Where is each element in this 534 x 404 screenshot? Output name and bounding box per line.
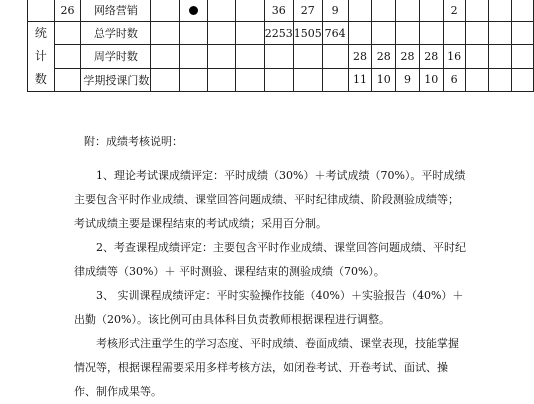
empty-cell	[396, 0, 420, 22]
notes-header: 附：成绩考核说明：	[84, 135, 183, 148]
course-count-label: 学期授课门数	[81, 68, 151, 91]
weekly-sem5: 16	[443, 45, 465, 68]
filled-circle-icon	[189, 6, 198, 15]
empty-cell	[208, 22, 236, 45]
notes-item-1: 1、理论考试课成绩评定：平时成绩（30%）＋考试成绩（70%）。平时成绩主要包含平时作业成绩、课堂回答问题成绩、平时纪律成绩、阶段测验成绩等；考试成绩主要是课程结束的考试成绩；采用百分制。	[74, 169, 466, 230]
table-row-course-26	[28, 0, 534, 22]
total-theory-hours: 1505	[293, 22, 322, 45]
empty-cell	[54, 68, 81, 91]
grading-notes	[74, 130, 466, 404]
empty-cell	[208, 0, 236, 22]
empty-cell	[236, 0, 264, 22]
weekly-sem4: 28	[419, 45, 443, 68]
empty-cell	[264, 68, 293, 91]
empty-cell	[443, 22, 465, 45]
course-total-hours: 36	[264, 0, 293, 22]
courses-sem3: 9	[396, 68, 420, 91]
courses-sem1: 11	[348, 68, 372, 91]
empty-cell	[488, 22, 511, 45]
empty-cell	[419, 22, 443, 45]
course-name: 网络营销	[81, 0, 151, 22]
empty-cell	[512, 0, 534, 22]
notes-item-3: 3、 实训课程成绩评定：平时实验操作技能（40%）＋实验报告（40%）＋出勤（20%）。该比例可由具体科目负责教师根据课程进行调整。	[74, 289, 464, 326]
course-index: 26	[54, 0, 81, 22]
courses-sem2: 10	[372, 68, 396, 91]
empty-cell	[512, 45, 534, 68]
courses-sem4: 10	[419, 68, 443, 91]
course-type-mark	[179, 0, 208, 22]
weekly-sem1: 28	[348, 45, 372, 68]
empty-cell	[396, 22, 420, 45]
empty-cell	[465, 45, 488, 68]
empty-cell	[465, 0, 488, 22]
empty-cell	[151, 22, 179, 45]
empty-cell	[179, 22, 208, 45]
course-theory-hours: 27	[293, 0, 322, 22]
total-hours: 2253	[264, 22, 293, 45]
empty-cell	[208, 68, 236, 91]
empty-cell	[322, 45, 348, 68]
empty-cell	[419, 0, 443, 22]
empty-cell	[322, 68, 348, 91]
table-row-weekly	[28, 45, 534, 68]
empty-cell	[488, 0, 511, 22]
empty-cell	[236, 22, 264, 45]
empty-cell	[465, 68, 488, 91]
notes-item-2: 2、考查课程成绩评定：主要包含平时作业成绩、课堂回答问题成绩、平时纪律成绩等（30%）＋ 平时测验、课程结束的测验成绩（70%）。	[74, 241, 466, 278]
empty-cell	[54, 45, 81, 68]
empty-cell	[151, 0, 179, 22]
empty-cell	[28, 0, 55, 22]
empty-cell	[236, 68, 264, 91]
empty-cell	[465, 22, 488, 45]
statistics-label: 统 计 数	[28, 22, 55, 92]
table-row-course-count	[28, 68, 534, 91]
notes-item-4: 考核形式注重学生的学习态度、平时成绩、卷面成绩、课堂表现，技能掌握情况等，根据课程需要采用多样考核方法，如闭卷考试、开卷考试、面试、操作、制作成果等。	[74, 337, 459, 398]
empty-cell	[512, 68, 534, 91]
empty-cell	[293, 68, 322, 91]
weekly-sem2: 28	[372, 45, 396, 68]
course-practice-hours: 9	[322, 0, 348, 22]
empty-cell	[348, 0, 372, 22]
empty-cell	[372, 22, 396, 45]
empty-cell	[488, 45, 511, 68]
empty-cell	[208, 45, 236, 68]
empty-cell	[488, 68, 511, 91]
weekly-sem3: 28	[396, 45, 420, 68]
empty-cell	[264, 45, 293, 68]
courses-sem5: 6	[443, 68, 465, 91]
weekly-hours-label: 周学时数	[81, 45, 151, 68]
empty-cell	[151, 45, 179, 68]
empty-cell	[372, 0, 396, 22]
total-practice-hours: 764	[322, 22, 348, 45]
empty-cell	[54, 22, 81, 45]
empty-cell	[179, 45, 208, 68]
empty-cell	[151, 68, 179, 91]
empty-cell	[236, 45, 264, 68]
course-schedule-table	[27, 0, 534, 92]
empty-cell	[512, 22, 534, 45]
empty-cell	[293, 45, 322, 68]
course-sem5-hours: 2	[443, 0, 465, 22]
empty-cell	[179, 68, 208, 91]
table-row-total	[28, 22, 534, 45]
empty-cell	[348, 22, 372, 45]
total-hours-label: 总学时数	[81, 22, 151, 45]
